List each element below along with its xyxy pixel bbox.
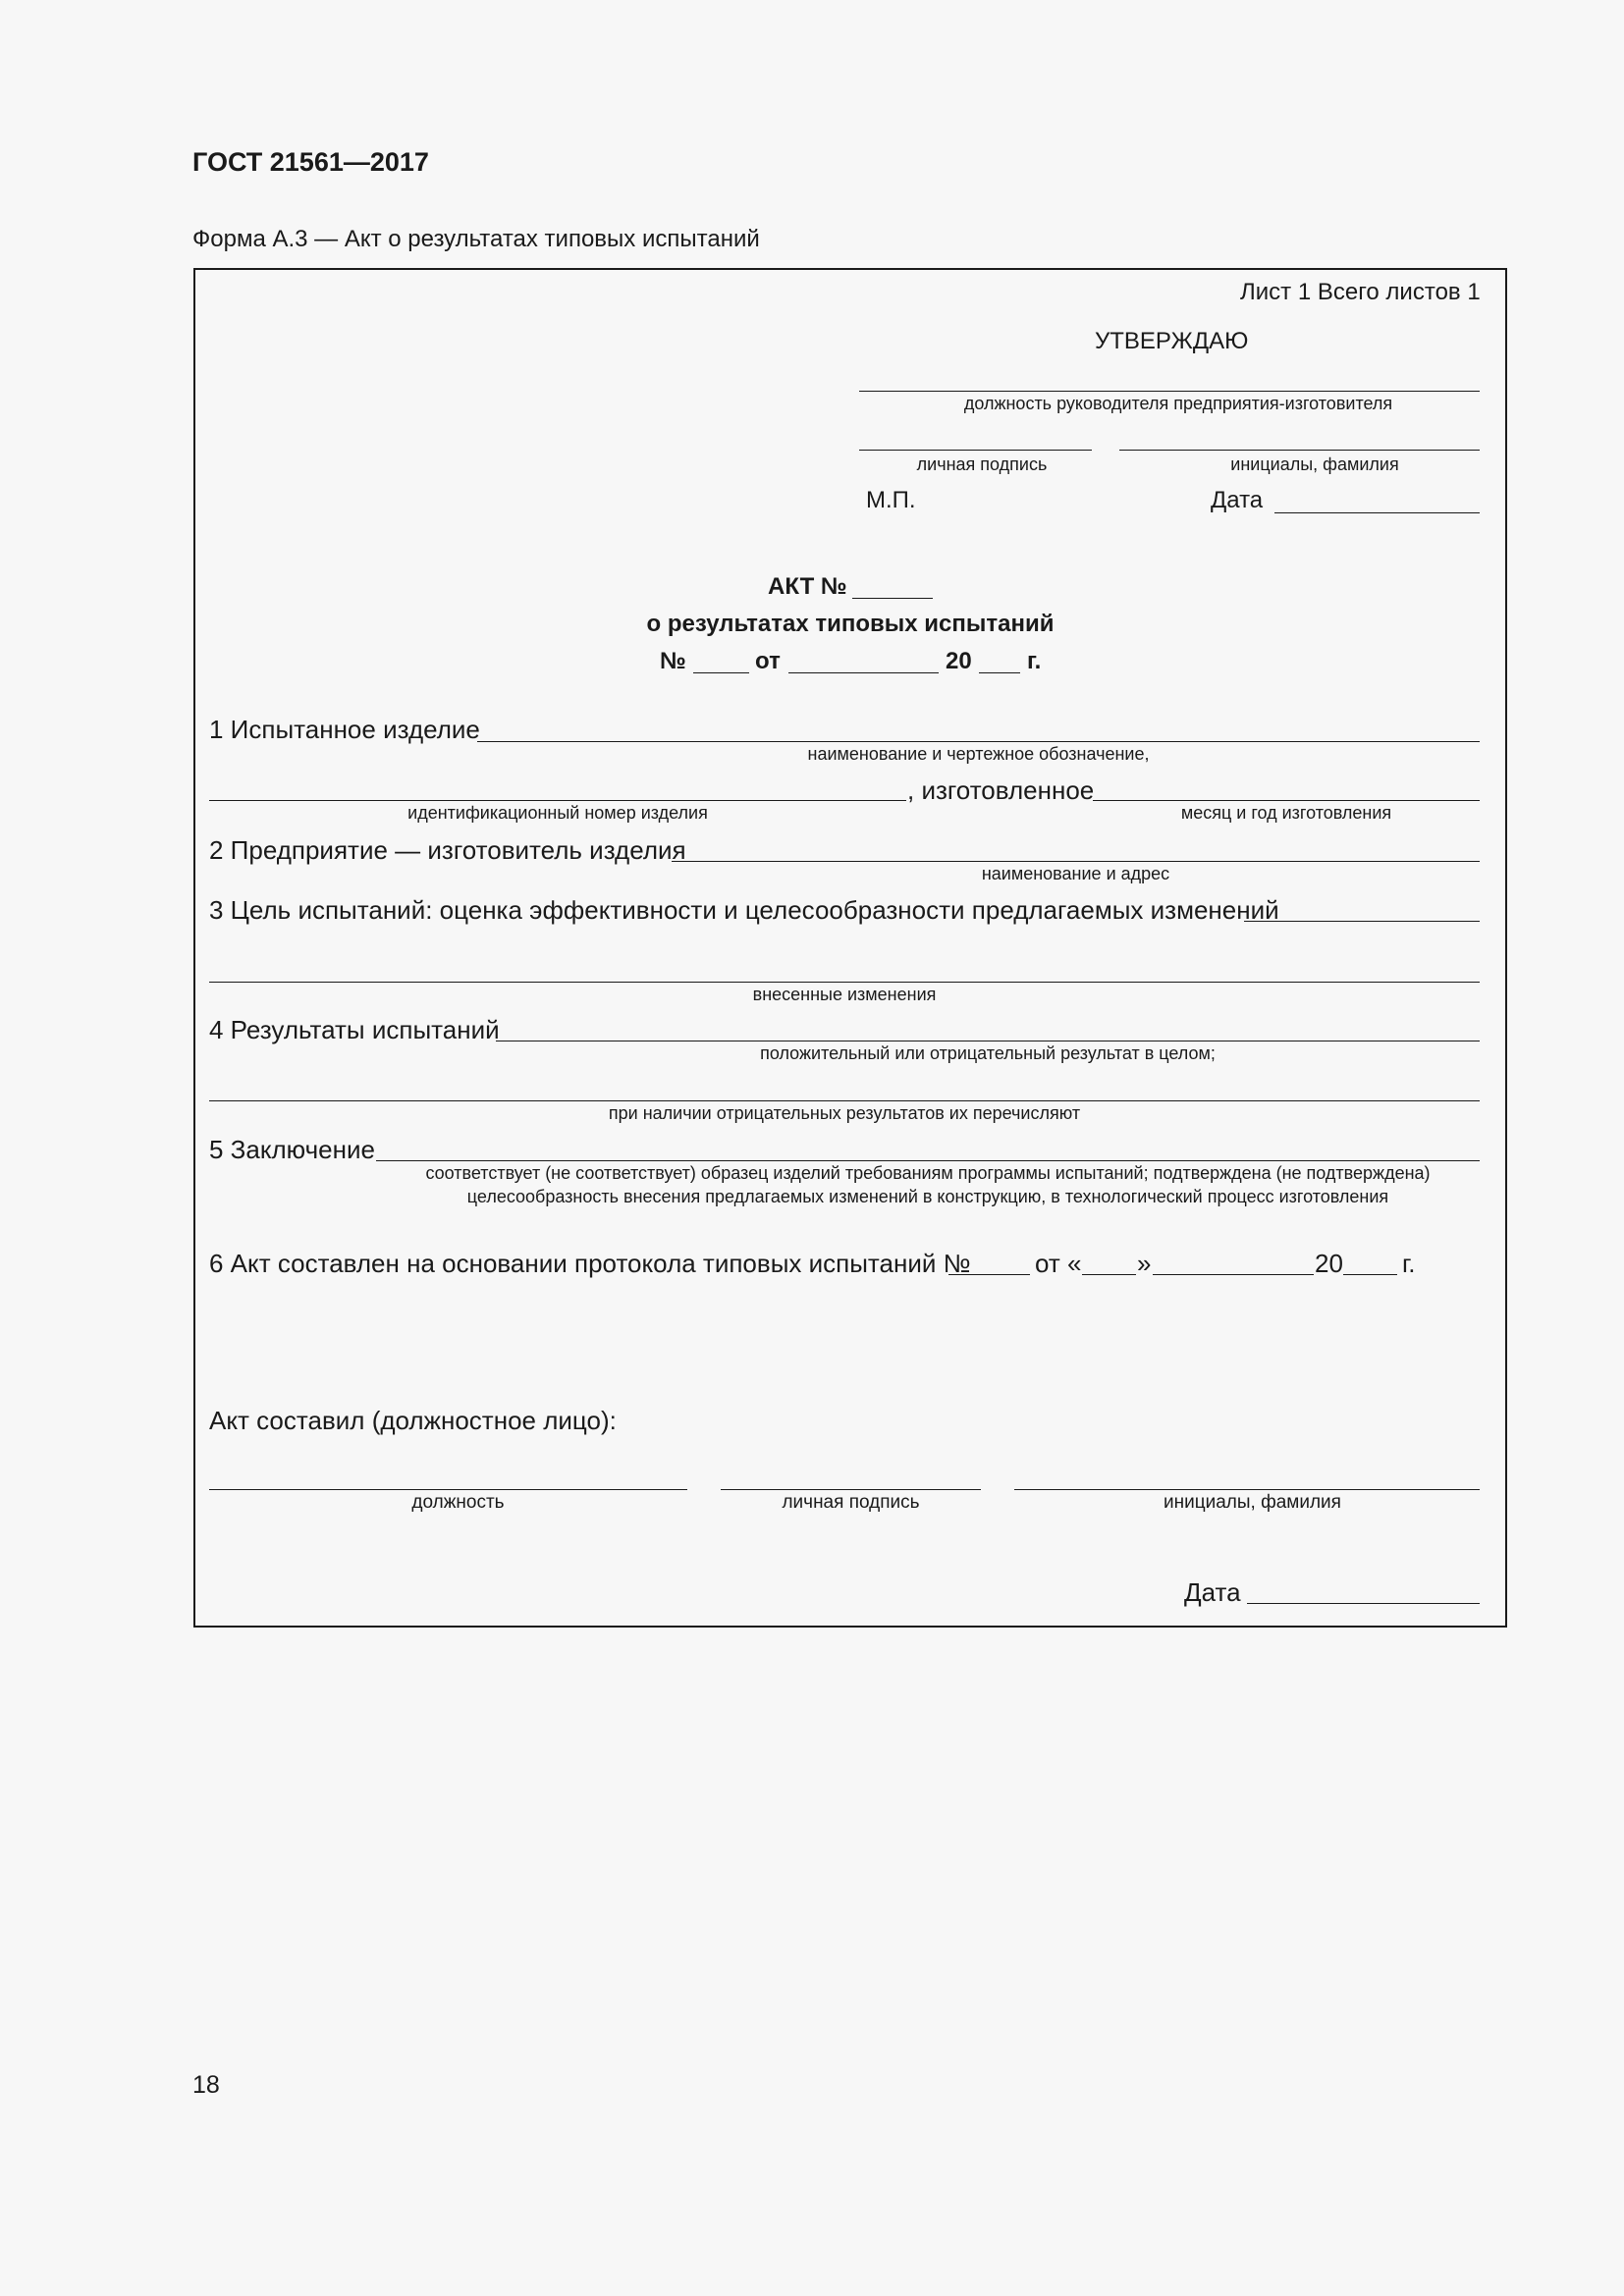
item6-year-label: 20 <box>1315 1249 1343 1278</box>
item4-line2[interactable] <box>209 1100 1480 1101</box>
approval-name-line[interactable] <box>1119 450 1480 451</box>
act-no-line[interactable] <box>693 672 749 673</box>
item6-year-line[interactable] <box>1343 1274 1397 1275</box>
item5-label: 5 Заключение <box>209 1135 375 1164</box>
item3-label: 3 Цель испытаний: оценка эффективности и целесообразности предлагаемых изменений <box>209 895 1279 925</box>
item3-hint: внесенные изменения <box>752 985 937 1004</box>
act-date-line[interactable] <box>788 672 939 673</box>
composer-label: Акт составил (должностное лицо): <box>209 1406 617 1435</box>
item1-date-line[interactable] <box>1093 800 1480 801</box>
act-year-label: 20 <box>946 648 972 674</box>
approval-date-label: Дата <box>1211 487 1264 513</box>
item2-label: 2 Предприятие — изготовитель изделия <box>209 835 686 865</box>
item6-text: 6 Акт составлен на основании протокола типовых испытаний № <box>209 1249 971 1278</box>
item6-day-line[interactable] <box>1082 1274 1136 1275</box>
composer-position-line[interactable] <box>209 1489 687 1490</box>
composer-signature-line[interactable] <box>721 1489 981 1490</box>
act-from-label: от <box>755 648 781 674</box>
act-no-label: № <box>660 648 686 674</box>
item2-line[interactable] <box>672 861 1480 862</box>
item6-close-quote: » <box>1137 1249 1152 1278</box>
item1-date-hint: месяц и год изготовления <box>1180 803 1392 823</box>
approval-name-hint: инициалы, фамилия <box>1230 454 1399 474</box>
stamp-label: М.П. <box>866 487 916 513</box>
item6-number-line[interactable] <box>948 1274 1030 1275</box>
approval-signature-line[interactable] <box>859 450 1092 451</box>
sheet-info: Лист 1 Всего листов 1 <box>1240 279 1481 305</box>
item5-hint1: соответствует (не соответствует) образец изделий требованиям программы испытаний; подтверждена (не подтверждена) <box>425 1163 1431 1183</box>
approval-position-hint: должность руководителя предприятия-изготовителя <box>963 394 1393 413</box>
act-number-line[interactable] <box>852 598 933 599</box>
item5-line[interactable] <box>376 1160 1480 1161</box>
act-year-line[interactable] <box>979 672 1020 673</box>
item1-product-line[interactable] <box>477 741 1480 742</box>
item3-line2[interactable] <box>209 982 1480 983</box>
item6-from-label: от « <box>1035 1249 1082 1278</box>
item1-made-label: , изготовленное <box>907 775 1095 805</box>
form-caption: Форма А.3 — Акт о результатах типовых испытаний <box>192 226 760 252</box>
item4-hint2: при наличии отрицательных результатов их перечисляют <box>608 1103 1081 1123</box>
act-g-label: г. <box>1027 648 1042 674</box>
composer-date-label: Дата <box>1184 1577 1241 1607</box>
item1-label: 1 Испытанное изделие <box>209 715 480 744</box>
item2-hint: наименование и адрес <box>981 864 1170 883</box>
item4-hint1: положительный или отрицательный результат в целом; <box>760 1043 1216 1063</box>
composer-signature-hint: личная подпись <box>782 1492 920 1513</box>
item5-hint2: целесообразность внесения предлагаемых изменений в конструкцию, в технологический процесс изготовления <box>466 1187 1389 1206</box>
act-subtitle: о результатах типовых испытаний <box>646 611 1055 637</box>
item3-line1[interactable] <box>1244 921 1480 922</box>
composer-date-line[interactable] <box>1247 1603 1480 1604</box>
item1-hint: наименование и чертежное обозначение, <box>807 744 1150 764</box>
page-number: 18 <box>192 2071 220 2099</box>
approval-title: УТВЕРЖДАЮ <box>1095 328 1249 354</box>
document-header: ГОСТ 21561—2017 <box>192 147 429 177</box>
composer-position-hint: должность <box>411 1492 505 1513</box>
item4-label: 4 Результаты испытаний <box>209 1015 500 1044</box>
composer-name-hint: инициалы, фамилия <box>1164 1492 1341 1513</box>
approval-date-line[interactable] <box>1274 512 1480 513</box>
approval-position-line[interactable] <box>859 391 1480 392</box>
item6-month-line[interactable] <box>1153 1274 1314 1275</box>
item1-id-line[interactable] <box>209 800 906 801</box>
approval-signature-hint: личная подпись <box>916 454 1048 474</box>
item6-g-label: г. <box>1402 1249 1416 1278</box>
item1-id-hint: идентификационный номер изделия <box>407 803 708 823</box>
composer-name-line[interactable] <box>1014 1489 1480 1490</box>
act-title: АКТ № <box>768 573 847 600</box>
